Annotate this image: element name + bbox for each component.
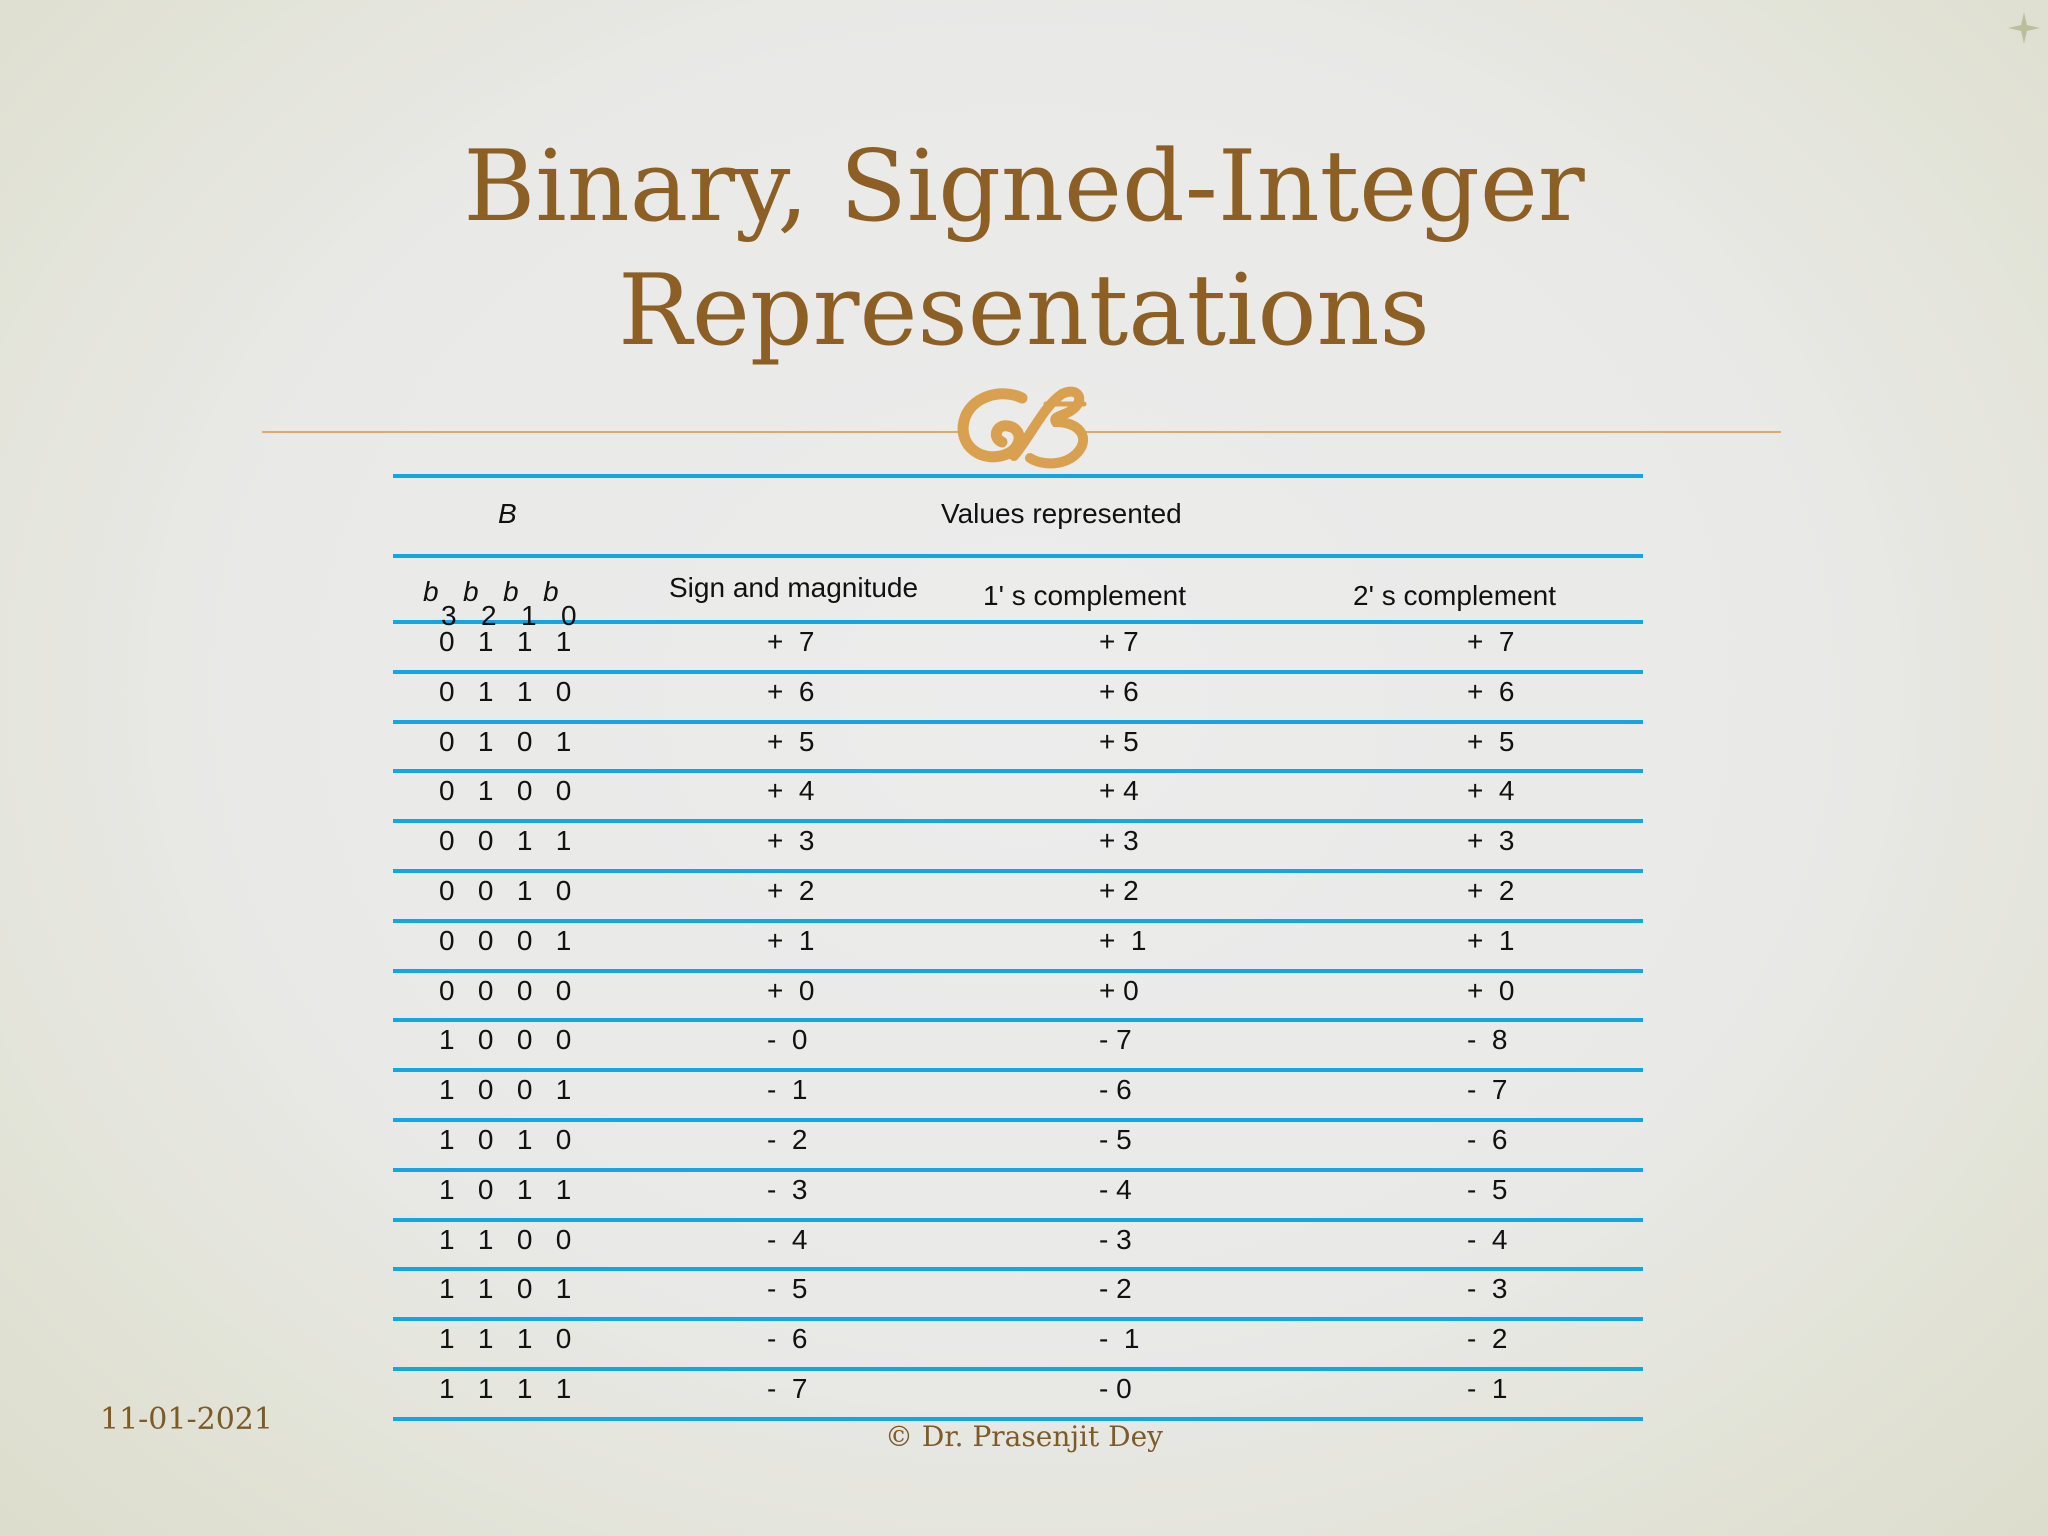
cell-twos-complement: - 7 bbox=[1467, 1074, 1508, 1106]
cell-bits: 1 0 1 1 bbox=[439, 1173, 572, 1205]
bit-label-1: b bbox=[503, 576, 519, 607]
bit-subscript-1: 1 bbox=[521, 600, 537, 631]
cell-ones-complement: - 6 bbox=[1099, 1074, 1132, 1106]
cell-twos-complement: + 2 bbox=[1467, 875, 1515, 906]
cell-sign-magnitude: + 4 bbox=[767, 775, 815, 807]
title-line-1: Binary, Signed-Integer bbox=[463, 130, 1585, 244]
table-row-line bbox=[393, 1068, 1643, 1072]
cell-bits: 0 0 0 0 bbox=[439, 974, 572, 1006]
cell-twos-complement: + 1 bbox=[1467, 924, 1515, 956]
header-b: B bbox=[498, 498, 517, 529]
cell-bits: 0 0 1 1 bbox=[439, 825, 572, 857]
cell-bits: 1 0 0 1 bbox=[439, 1074, 572, 1106]
cell-ones-complement: - 2 bbox=[1099, 1273, 1132, 1305]
cell-ones-complement: + 5 bbox=[1099, 725, 1139, 757]
table-row-line bbox=[393, 819, 1643, 823]
bit-subscript-2: 2 bbox=[481, 600, 497, 631]
cell-ones-complement: - 7 bbox=[1099, 1024, 1132, 1056]
cell-bits: 1 0 0 0 bbox=[439, 1024, 572, 1056]
cell-bits: 0 1 0 0 bbox=[439, 775, 572, 807]
cell-bits: 1 1 1 1 bbox=[439, 1373, 572, 1404]
table-line-top bbox=[393, 474, 1643, 478]
corner-star-icon bbox=[2008, 12, 2040, 44]
cell-twos-complement: - 6 bbox=[1467, 1124, 1508, 1155]
flourish-ornament-icon bbox=[952, 376, 1102, 476]
cell-sign-magnitude: + 6 bbox=[767, 675, 815, 707]
cell-twos-complement: - 1 bbox=[1467, 1373, 1508, 1404]
cell-sign-magnitude: + 1 bbox=[767, 924, 815, 956]
column-header-sign-magnitude: Sign and magnitude bbox=[669, 572, 919, 603]
cell-sign-magnitude: + 7 bbox=[767, 626, 815, 657]
table-row-line bbox=[393, 1317, 1643, 1321]
column-header-ones-complement: 1' s complement bbox=[983, 580, 1186, 611]
table-row-line bbox=[393, 1267, 1643, 1271]
cell-twos-complement: - 5 bbox=[1467, 1173, 1508, 1205]
title-line-2: Representations bbox=[618, 254, 1430, 368]
cell-twos-complement: + 6 bbox=[1467, 675, 1515, 707]
table-row-line bbox=[393, 1018, 1643, 1022]
cell-sign-magnitude: + 0 bbox=[767, 974, 815, 1006]
cell-bits: 1 1 1 0 bbox=[439, 1323, 572, 1355]
cell-ones-complement: - 3 bbox=[1099, 1223, 1132, 1255]
cell-sign-magnitude: - 7 bbox=[767, 1373, 808, 1404]
cell-bits: 1 1 0 0 bbox=[439, 1223, 572, 1255]
cell-ones-complement: + 0 bbox=[1099, 974, 1139, 1006]
table-row-line bbox=[393, 1168, 1643, 1172]
cell-bits: 0 1 1 1 bbox=[439, 626, 572, 657]
table-row-line bbox=[393, 1367, 1643, 1371]
bit-label-0: b bbox=[543, 576, 559, 607]
cell-bits: 1 0 1 0 bbox=[439, 1124, 572, 1155]
column-header-twos-complement: 2' s complement bbox=[1353, 580, 1556, 611]
bit-subscript-0: 0 bbox=[561, 600, 577, 631]
cell-sign-magnitude: + 5 bbox=[767, 725, 815, 757]
table-row-line bbox=[393, 969, 1643, 973]
cell-ones-complement: + 7 bbox=[1099, 626, 1139, 657]
cell-sign-magnitude: - 1 bbox=[767, 1074, 808, 1106]
cell-sign-magnitude: - 0 bbox=[767, 1024, 808, 1056]
table-row-line bbox=[393, 720, 1643, 724]
cell-twos-complement: + 4 bbox=[1467, 775, 1515, 807]
cell-ones-complement: - 4 bbox=[1099, 1173, 1132, 1205]
cell-sign-magnitude: + 3 bbox=[767, 825, 815, 857]
bit-label-2: b bbox=[463, 576, 479, 607]
title-divider-left bbox=[262, 431, 962, 433]
cell-ones-complement: + 1 bbox=[1099, 924, 1147, 956]
table-row-line bbox=[393, 1218, 1643, 1222]
cell-twos-complement: + 7 bbox=[1467, 626, 1515, 657]
cell-ones-complement: + 6 bbox=[1099, 675, 1139, 707]
footer-copyright: © Dr. Prasenjit Dey bbox=[885, 1420, 1163, 1453]
cell-twos-complement: - 3 bbox=[1467, 1273, 1508, 1305]
title-divider-right bbox=[1085, 431, 1781, 433]
table-line-header bbox=[393, 554, 1643, 558]
table-row-line bbox=[393, 1118, 1643, 1122]
cell-ones-complement: + 3 bbox=[1099, 825, 1139, 857]
page-title bbox=[0, 125, 2048, 373]
cell-ones-complement: + 2 bbox=[1099, 875, 1139, 906]
cell-ones-complement: + 4 bbox=[1099, 775, 1139, 807]
cell-bits: 1 1 0 1 bbox=[439, 1273, 572, 1305]
cell-sign-magnitude: - 6 bbox=[767, 1323, 808, 1355]
signed-integer-table bbox=[393, 472, 1643, 1416]
footer-date: 11-01-2021 bbox=[100, 1402, 273, 1437]
cell-twos-complement: - 4 bbox=[1467, 1223, 1508, 1255]
cell-twos-complement: + 0 bbox=[1467, 974, 1515, 1006]
cell-sign-magnitude: - 3 bbox=[767, 1173, 808, 1205]
table-row-line bbox=[393, 869, 1643, 873]
cell-ones-complement: - 0 bbox=[1099, 1373, 1132, 1404]
table-row-line bbox=[393, 919, 1643, 923]
cell-ones-complement: - 5 bbox=[1099, 1124, 1132, 1155]
cell-sign-magnitude: + 2 bbox=[767, 875, 815, 906]
cell-sign-magnitude: - 2 bbox=[767, 1124, 808, 1155]
bit-subscript-3: 3 bbox=[441, 600, 457, 631]
cell-bits: 0 1 1 0 bbox=[439, 675, 572, 707]
cell-twos-complement: + 5 bbox=[1467, 725, 1515, 757]
bit-label-3: b bbox=[423, 576, 439, 607]
cell-twos-complement: + 3 bbox=[1467, 825, 1515, 857]
table-row-line bbox=[393, 769, 1643, 773]
cell-bits: 0 1 0 1 bbox=[439, 725, 572, 757]
cell-bits: 0 0 0 1 bbox=[439, 924, 572, 956]
cell-bits: 0 0 1 0 bbox=[439, 875, 572, 906]
cell-sign-magnitude: - 5 bbox=[767, 1273, 808, 1305]
table-row-line bbox=[393, 670, 1643, 674]
cell-twos-complement: - 8 bbox=[1467, 1024, 1508, 1056]
cell-sign-magnitude: - 4 bbox=[767, 1223, 808, 1255]
header-values-represented: Values represented bbox=[941, 498, 1182, 529]
cell-twos-complement: - 2 bbox=[1467, 1323, 1508, 1355]
cell-ones-complement: - 1 bbox=[1099, 1323, 1140, 1355]
